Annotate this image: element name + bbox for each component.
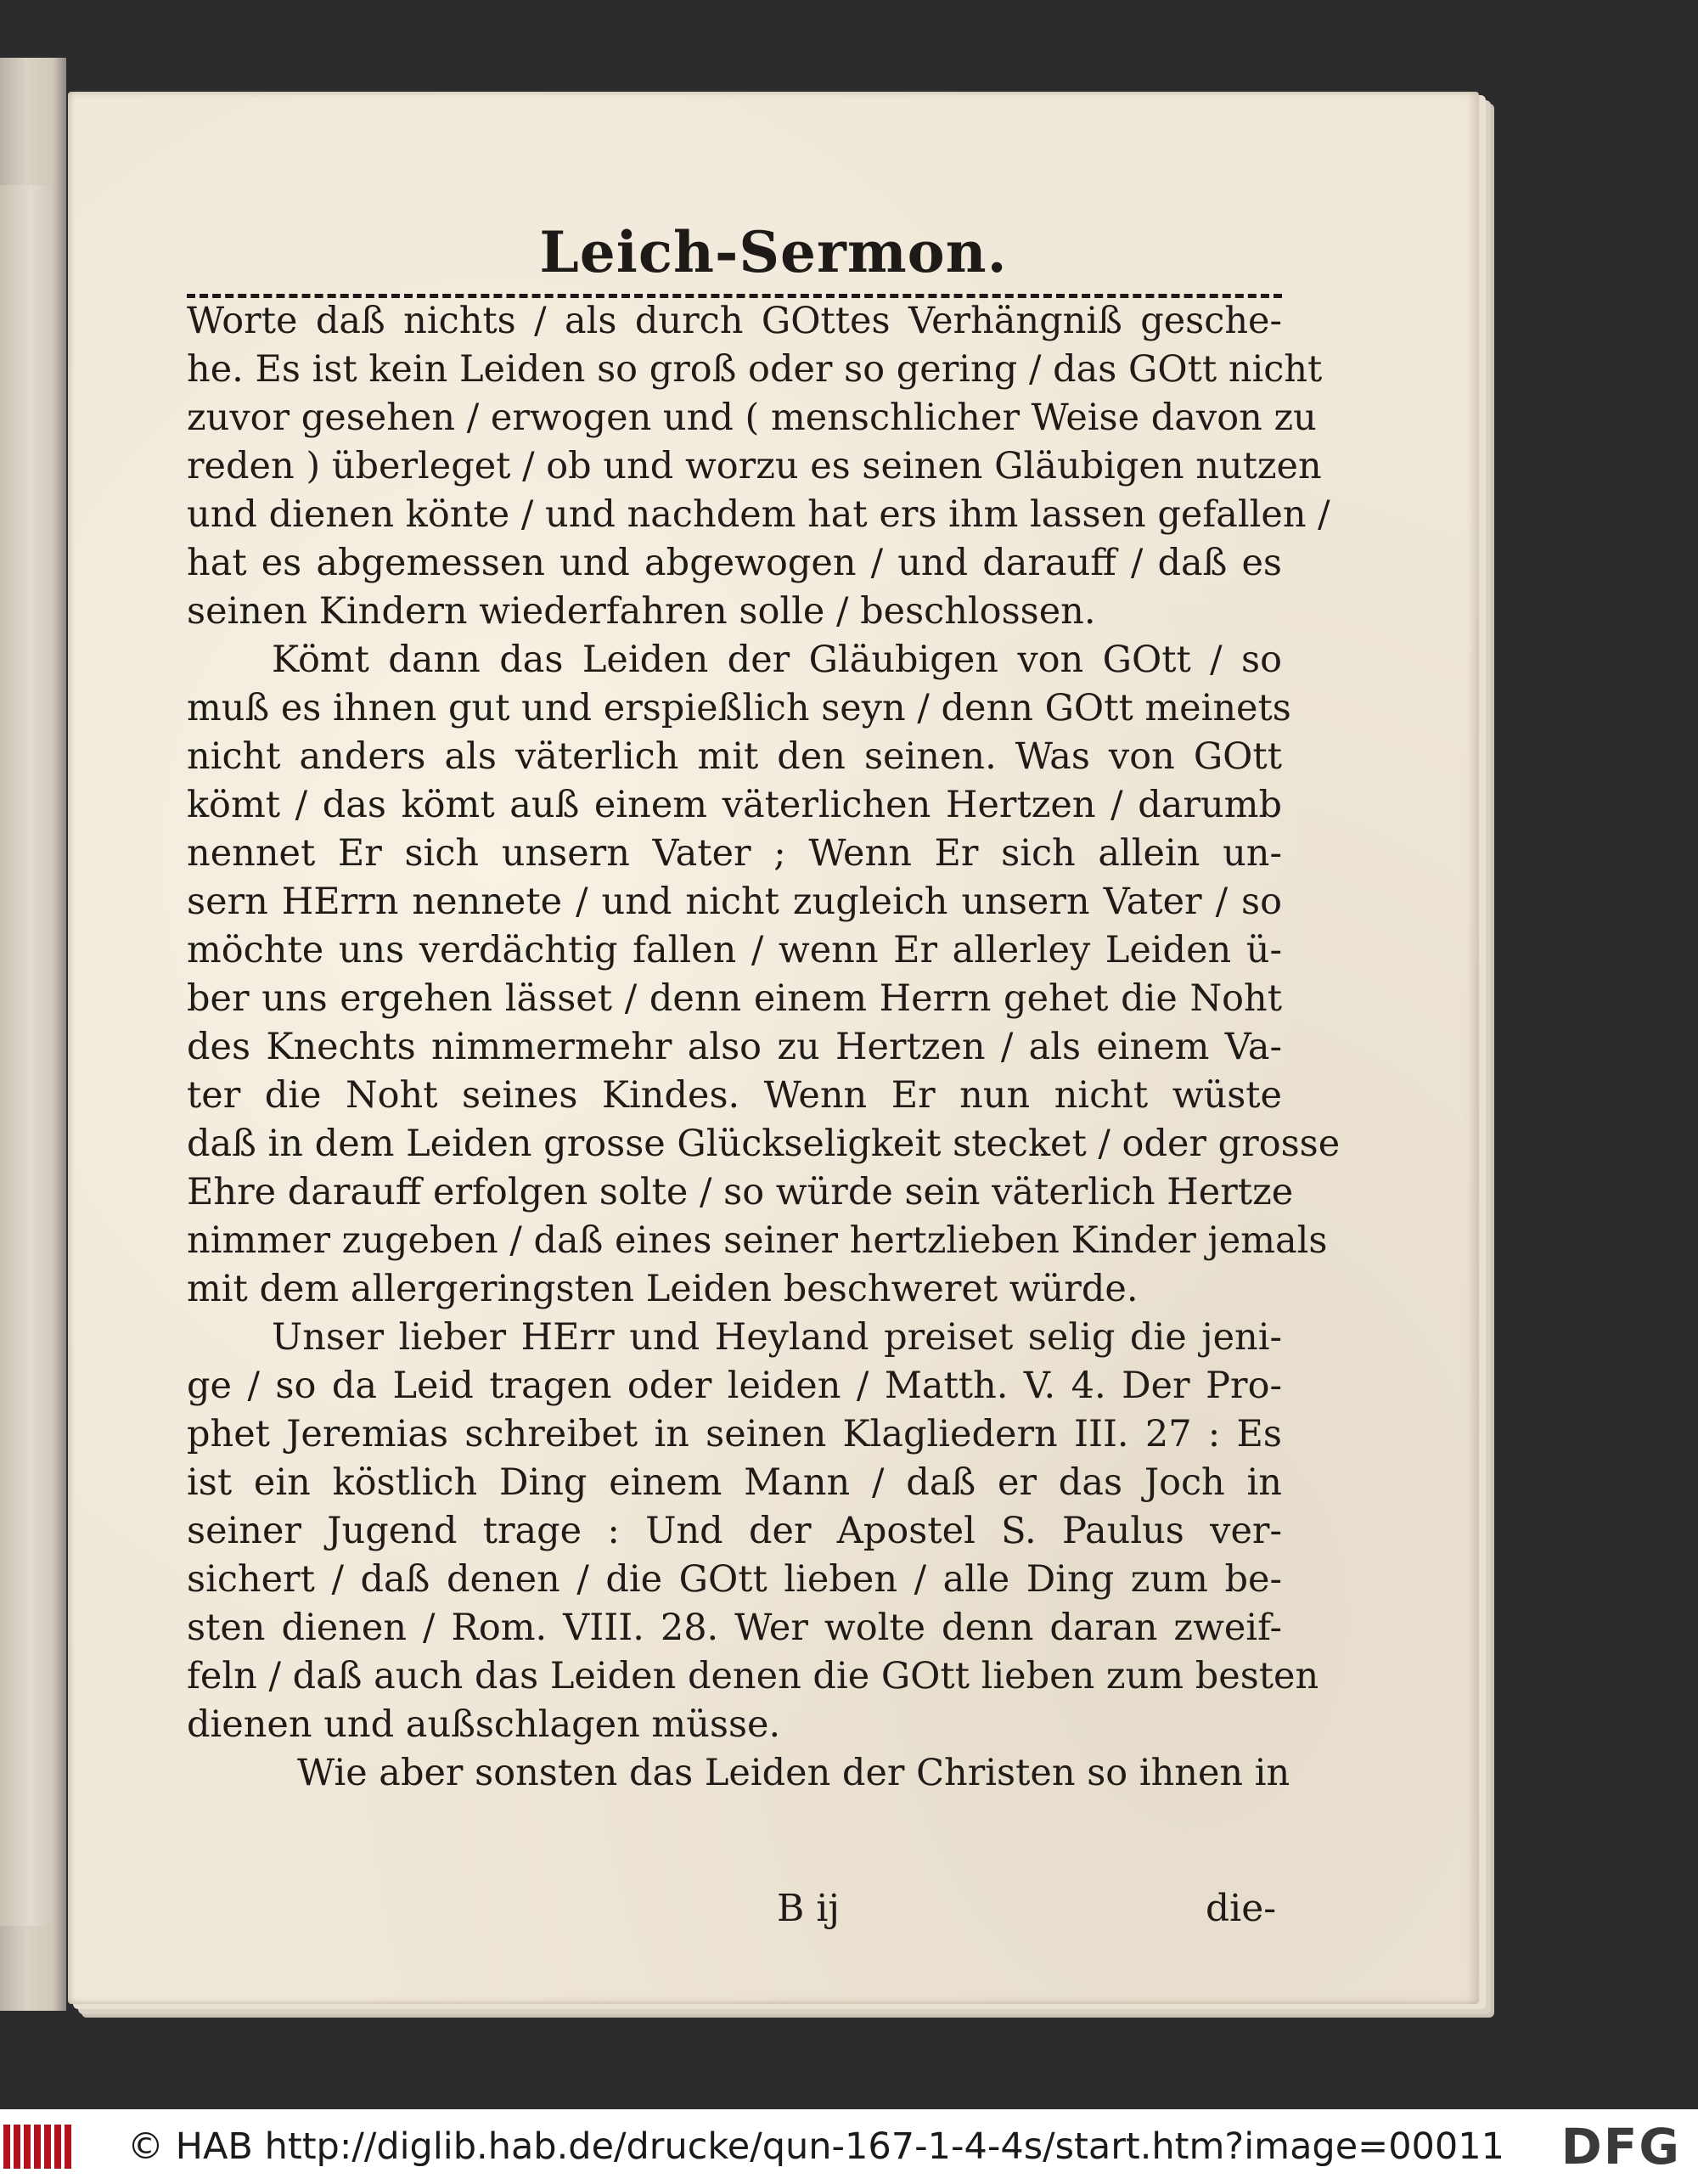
text-line: nennet Er sich unsern Vater ; Wenn Er sich allein un- (187, 832, 1282, 875)
text-line: ge / so da Leid tragen oder leiden / Matth. V. 4. Der Pro- (187, 1365, 1282, 1407)
text-line: nimmer zugeben / daß eines seiner hertzlieben Kinder jemals (187, 1219, 1328, 1262)
text-line: und dienen könte / und nachdem hat ers ihm lassen gefallen / (187, 493, 1330, 536)
text-line: hat es abgemessen und abgewogen / und darauff / daß es (187, 542, 1282, 584)
text-line: muß es ihnen gut und erspießlich seyn / denn GOtt meinets (187, 687, 1291, 729)
page-footer (68, 1884, 1282, 1933)
adjacent-page-inner (0, 185, 51, 1926)
text-line: ist ein köstlich Ding einem Mann / daß er das Joch in (187, 1461, 1282, 1504)
text-line: daß in dem Leiden grosse Glückseligkeit stecket / oder grosse (187, 1123, 1341, 1165)
text-line: Ehre darauff erfolgen solte / so würde sein väterlich Hertze (187, 1171, 1294, 1213)
credit-url-text[interactable]: © HAB http://diglib.hab.de/drucke/qun-167-1-4-4s/start.htm?image=00011 (127, 2125, 1504, 2168)
body-text (187, 297, 1341, 1798)
text-line: sten dienen / Rom. VIII. 28. Wer wolte denn daran zweif- (187, 1607, 1282, 1649)
running-head: Leich-Sermon. (539, 219, 1008, 285)
text-line: mit dem allergeringsten Leiden beschweret würde. (187, 1268, 1139, 1310)
text-line: zuvor gesehen / erwogen und ( menschlicher Weise davon zu (187, 397, 1317, 439)
dfg-logo: DFG (1560, 2118, 1681, 2176)
catchword: die- (1206, 1887, 1277, 1930)
book-page (68, 92, 1479, 2004)
text-line: nicht anders als väterlich mit den seinen. Was von GOtt (187, 735, 1282, 778)
text-line: Kömt dann das Leiden der Gläubigen von GOtt / so (272, 639, 1282, 681)
text-line: dienen und außschlagen müsse. (187, 1703, 781, 1746)
text-line: des Knechts nimmermehr also zu Hertzen / als einem Va- (187, 1026, 1282, 1068)
hab-barcode-logo-icon (3, 2125, 71, 2169)
text-line: reden ) überleget / ob und worzu es seinen Gläubigen nutzen (187, 445, 1322, 487)
text-line: ber uns ergehen lässet / denn einem Herrn gehet die Noht (187, 977, 1282, 1020)
adjacent-page-edge (0, 58, 66, 2011)
text-line: phet Jeremias schreibet in seinen Klagliedern III. 27 : Es (187, 1413, 1282, 1455)
text-line: Wie aber sonsten das Leiden der Christen so ihnen in (297, 1752, 1290, 1794)
text-line: seinen Kindern wiederfahren solle / beschlossen. (187, 590, 1096, 633)
text-line: seiner Jugend trage : Und der Apostel S. Paulus ver- (187, 1510, 1282, 1552)
text-line: Worte daß nichts / als durch GOttes Verhängniß gesche- (187, 300, 1282, 342)
credit-bar (0, 2109, 1698, 2184)
signature-mark: B ij (777, 1887, 841, 1930)
text-line: sichert / daß denen / die GOtt lieben / alle Ding zum be- (187, 1558, 1282, 1601)
text-line: sern HErrn nennete / und nicht zugleich unsern Vater / so (187, 881, 1282, 923)
text-line: feln / daß auch das Leiden denen die GOtt lieben zum besten (187, 1655, 1319, 1697)
text-line: möchte uns verdächtig fallen / wenn Er allerley Leiden ü- (187, 929, 1282, 971)
text-line: he. Es ist kein Leiden so groß oder so gering / das GOtt nicht (187, 348, 1323, 391)
text-line: ter die Noht seines Kindes. Wenn Er nun nicht wüste (187, 1074, 1282, 1117)
text-line: Unser lieber HErr und Heyland preiset selig die jeni- (272, 1316, 1282, 1359)
text-line: kömt / das kömt auß einem väterlichen Hertzen / darumb (187, 784, 1282, 826)
